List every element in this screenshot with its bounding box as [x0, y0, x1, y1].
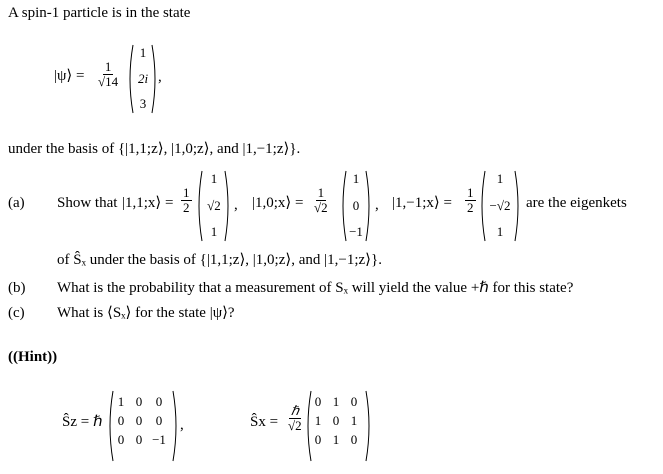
sz-cell: 0	[117, 413, 125, 428]
ket2-entry: −1	[349, 224, 363, 239]
sx-cell: 0	[314, 432, 322, 447]
ket1-comma: ,	[234, 197, 238, 213]
left-paren-icon	[126, 44, 134, 114]
ket1-column	[203, 172, 225, 238]
part-a-show-that: Show that	[57, 195, 118, 211]
ket3-entry: −√2	[489, 197, 511, 213]
ket1-fraction	[181, 186, 192, 214]
ket3-entry: 1	[496, 171, 504, 186]
ket1-frac-num: 1	[183, 185, 190, 200]
state-entry: 1	[139, 45, 147, 60]
ket2-comma: ,	[375, 197, 379, 213]
left-paren-icon	[195, 170, 203, 242]
sx-cell: 1	[332, 432, 340, 447]
sx-cell: 1	[332, 394, 340, 409]
intro-text: A spin-1 particle is in the state	[8, 5, 191, 21]
part-a-tail: are the eigenkets	[526, 195, 627, 211]
sz-cell: −1	[152, 432, 166, 447]
part-b-text: What is the probability that a measurement of Sₓ will yield the value +ℏ for this state?	[57, 280, 574, 296]
sx-label: Ŝx =	[250, 414, 279, 430]
state-entry: 2i	[137, 70, 149, 86]
sz-cell: 0	[135, 432, 143, 447]
right-paren-icon	[514, 170, 522, 242]
ket2-fraction	[312, 186, 330, 214]
sz-cell: 1	[117, 394, 125, 409]
sx-frac-num: ℏ	[290, 403, 299, 418]
sz-cell: 0	[135, 394, 143, 409]
part-b-label: (b)	[8, 280, 26, 296]
state-ket: |ψ⟩ =	[54, 68, 85, 84]
part-a-line2: of Ŝₓ under the basis of {|1,1;z⟩, |1,0;z⟩, and |1,−1;z⟩}.	[57, 252, 382, 268]
ket1-entry: √2	[207, 197, 221, 213]
state-frac-den: √14	[98, 73, 119, 89]
part-c-text: What is ⟨Sₓ⟩ for the state |ψ⟩?	[57, 305, 235, 321]
basis-line: under the basis of {|1,1;z⟩, |1,0;z⟩, and |1,−1;z⟩}.	[8, 141, 301, 157]
part-c-label: (c)	[8, 305, 25, 321]
sx-fraction	[286, 404, 304, 432]
right-paren-icon	[224, 170, 232, 242]
ket1-label: |1,1;x⟩ =	[122, 195, 174, 211]
sx-cell: 0	[314, 394, 322, 409]
sx-cell: 0	[332, 413, 340, 428]
hint-title: ((Hint))	[8, 349, 58, 365]
right-paren-icon	[172, 390, 180, 462]
sx-cell: 0	[350, 394, 358, 409]
sx-frac-den: √2	[288, 417, 302, 433]
ket3-fraction	[465, 186, 476, 214]
ket2-label: |1,0;x⟩ =	[252, 195, 304, 211]
sx-cell: 0	[350, 432, 358, 447]
sz-comma: ,	[180, 417, 184, 433]
ket3-entry: 1	[496, 224, 504, 239]
sx-cell: 1	[350, 413, 358, 428]
part-a-label: (a)	[8, 195, 25, 211]
ket3-frac-den: 2	[467, 199, 474, 215]
right-paren-icon	[365, 170, 373, 242]
sz-cell: 0	[117, 432, 125, 447]
sx-cell: 1	[314, 413, 322, 428]
state-entry: 3	[139, 96, 147, 111]
ket2-entry: 1	[352, 171, 360, 186]
state-frac-num: 1	[104, 59, 112, 74]
sz-cell: 0	[155, 394, 163, 409]
sz-cell: 0	[155, 413, 163, 428]
sz-label: Ŝz = ℏ	[62, 414, 103, 430]
ket1-frac-den: 2	[183, 199, 190, 215]
state-comma: ,	[158, 69, 162, 85]
ket2-frac-den: √2	[314, 199, 328, 215]
ket3-frac-num: 1	[467, 185, 474, 200]
ket2-entry: 0	[352, 197, 360, 213]
state-fraction	[96, 60, 120, 88]
sz-matrix	[112, 394, 170, 448]
ket2-column	[346, 172, 366, 238]
ket1-entry: 1	[210, 224, 218, 239]
ket1-entry: 1	[210, 171, 218, 186]
sx-matrix	[309, 394, 363, 448]
right-paren-icon	[365, 390, 373, 462]
sz-cell: 0	[135, 413, 143, 428]
ket3-label: |1,−1;x⟩ =	[392, 195, 452, 211]
ket3-column	[485, 172, 515, 238]
ket2-frac-num: 1	[317, 185, 325, 200]
state-vector-column	[134, 46, 152, 110]
